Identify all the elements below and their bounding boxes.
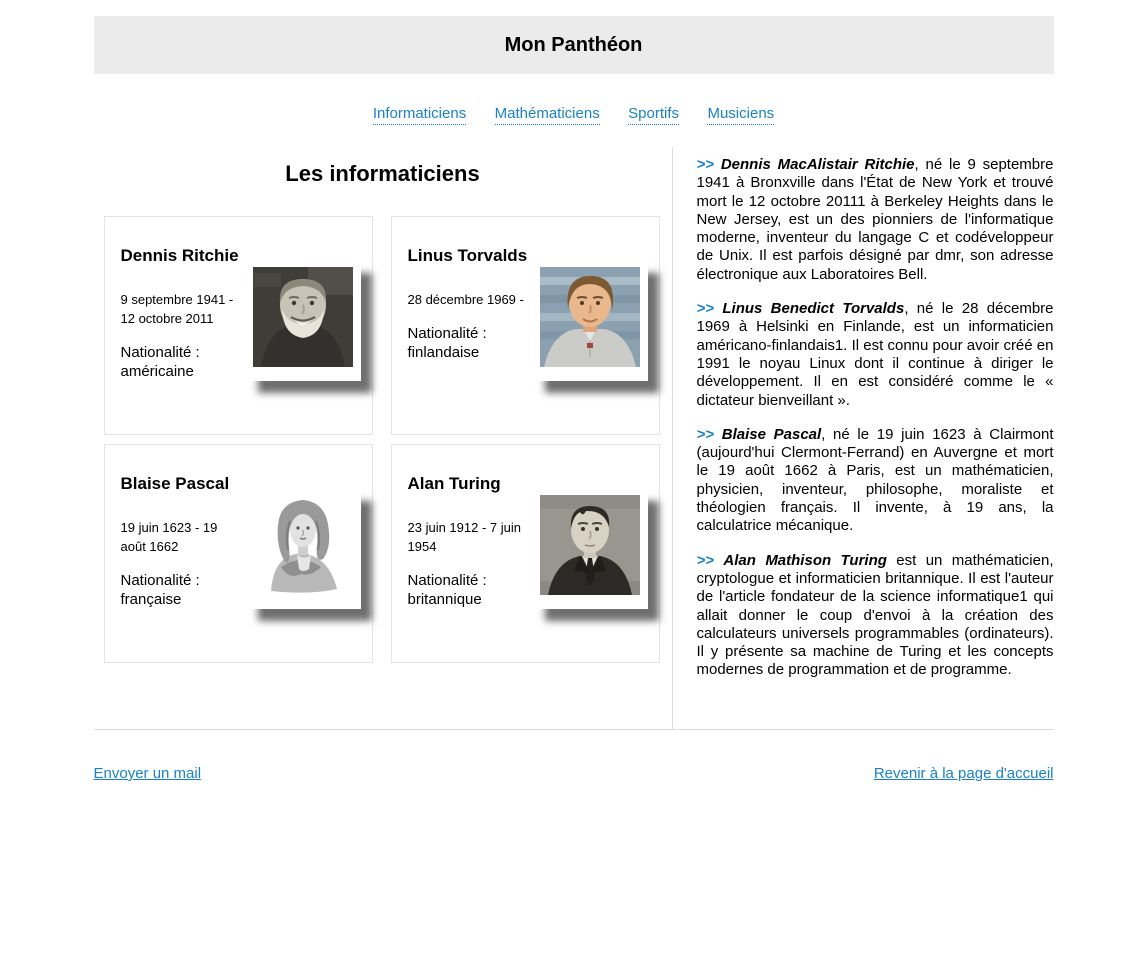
- photo-wrap: [245, 259, 361, 434]
- person-name: Dennis Ritchie: [120, 246, 239, 265]
- nav-link-sportifs[interactable]: Sportifs: [628, 105, 679, 125]
- linus-torvalds-photo: [532, 259, 648, 381]
- nationality-label: Nationalité :: [120, 343, 200, 361]
- person-dates: 19 juin 1623 - 19 août 1662: [120, 520, 218, 554]
- alan-turing-portrait-icon: [540, 495, 640, 595]
- page-container: [94, 16, 1054, 782]
- photo-wrap: [532, 259, 648, 434]
- person-card-info: [121, 245, 245, 434]
- bio-paragraph-pascal: [697, 426, 1054, 536]
- nav-link-mathematiciens[interactable]: Mathématiciens: [495, 105, 600, 125]
- bio-marker: >>: [696, 425, 715, 443]
- person-card-linus-torvalds: [391, 216, 660, 435]
- section-title: Les informaticiens: [285, 161, 480, 186]
- site-title: Mon Panthéon: [504, 33, 643, 56]
- person-card-info: [408, 245, 532, 434]
- nav-link-informaticiens[interactable]: Informaticiens: [373, 105, 466, 125]
- nationality-value: finlandaise: [407, 343, 480, 361]
- nationality-label: Nationalité :: [120, 571, 200, 589]
- blaise-pascal-photo: [245, 487, 361, 609]
- bio-paragraph-turing: [697, 552, 1054, 680]
- nav-link-musiciens[interactable]: Musiciens: [707, 105, 774, 125]
- person-card-info: [121, 473, 245, 662]
- bio-name: Linus Benedict Torvalds: [722, 300, 905, 318]
- bio-name: Blaise Pascal: [721, 425, 822, 443]
- person-card-blaise-pascal: [104, 444, 373, 663]
- bio-text: , né le 9 septembre 1941 à Bronxville dans l'État de New York et trouvé mort le 12 octobre 20111 à Berkeley Heights dans le New Jersey, est un des pionniers de l'informatique moderne, inventeur du langage C et codéveloppeur de Unix. Il est parfois désigné par dmr, son adresse électronique aux Laboratoires Bell.: [696, 156, 1054, 283]
- bio-marker: >>: [696, 300, 715, 318]
- person-nationality: [408, 572, 532, 610]
- person-card-info: [408, 473, 532, 662]
- person-name: Linus Torvalds: [407, 246, 528, 265]
- bio-marker: >>: [696, 156, 715, 173]
- person-nationality: [121, 572, 245, 610]
- person-card-alan-turing: [391, 444, 660, 663]
- nationality-value: américaine: [120, 362, 194, 380]
- alan-turing-photo: [532, 487, 648, 609]
- main-content: [94, 147, 1054, 730]
- bio-text: est un mathématicien, cryptologue et informaticien britannique. Il est l'auteur de l'article fondateur de la science informatique1 qui allait donner le coup d'envoi à la création des calculateurs universels programmables (ordinateurs). Il y présente sa machine de Turing et les concepts modernes de programmation et de programme.: [696, 551, 1054, 679]
- linus-torvalds-portrait-icon: [540, 267, 640, 367]
- nationality-value: britannique: [407, 590, 482, 608]
- bio-paragraph-ritchie: [697, 156, 1054, 284]
- cards-section: [94, 147, 672, 729]
- person-dates: 23 juin 1912 - 7 juin 1954: [407, 520, 521, 554]
- bio-text: , né le 19 juin 1623 à Clairmont (aujourd'hui Clermont-Ferrand) en Auvergne et mort le 19 août 1662 à Paris, est un mathématicien, physicien, inventeur, philosophe, moraliste et théologien français. Il invente, à 19 ans, la calculatrice mécanique.: [696, 425, 1054, 535]
- bio-paragraph-torvalds: [697, 300, 1054, 410]
- person-name: Alan Turing: [407, 474, 501, 493]
- bio-panel: [672, 147, 1054, 729]
- nationality-value: française: [120, 590, 182, 608]
- person-nationality: [121, 344, 245, 382]
- bio-name: Dennis MacAlistair Ritchie: [720, 156, 915, 173]
- photo-wrap: [532, 487, 648, 662]
- person-nationality: [408, 325, 532, 363]
- nationality-label: Nationalité :: [407, 571, 487, 589]
- mail-link[interactable]: Envoyer un mail: [93, 765, 202, 782]
- person-name: Blaise Pascal: [120, 474, 230, 493]
- home-link[interactable]: Revenir à la page d'accueil: [873, 765, 1054, 782]
- header: [94, 16, 1054, 74]
- bio-text: , né le 28 décembre 1969 à Helsinki en Finlande, est un informaticien américano-finlandais1. Il est connu pour avoir créé en 1991 le noyau Linux dont il continue à diriger le développement. Il en est considéré comme le « dictateur bienveillant ».: [696, 300, 1054, 409]
- main-nav: [94, 105, 1054, 123]
- blaise-pascal-portrait-icon: [253, 495, 353, 595]
- photo-wrap: [245, 487, 361, 662]
- dennis-ritchie-photo: [245, 259, 361, 381]
- person-dates: 28 décembre 1969 -: [407, 292, 524, 308]
- person-card-dennis-ritchie: [104, 216, 373, 435]
- footer: [94, 730, 1054, 782]
- bio-name: Alan Mathison Turing: [723, 551, 887, 569]
- person-dates: 9 septembre 1941 - 12 octobre 2011: [120, 292, 234, 326]
- cards-grid: [104, 216, 672, 663]
- nationality-label: Nationalité :: [407, 324, 487, 342]
- bio-marker: >>: [696, 551, 715, 569]
- dennis-ritchie-portrait-icon: [253, 267, 353, 367]
